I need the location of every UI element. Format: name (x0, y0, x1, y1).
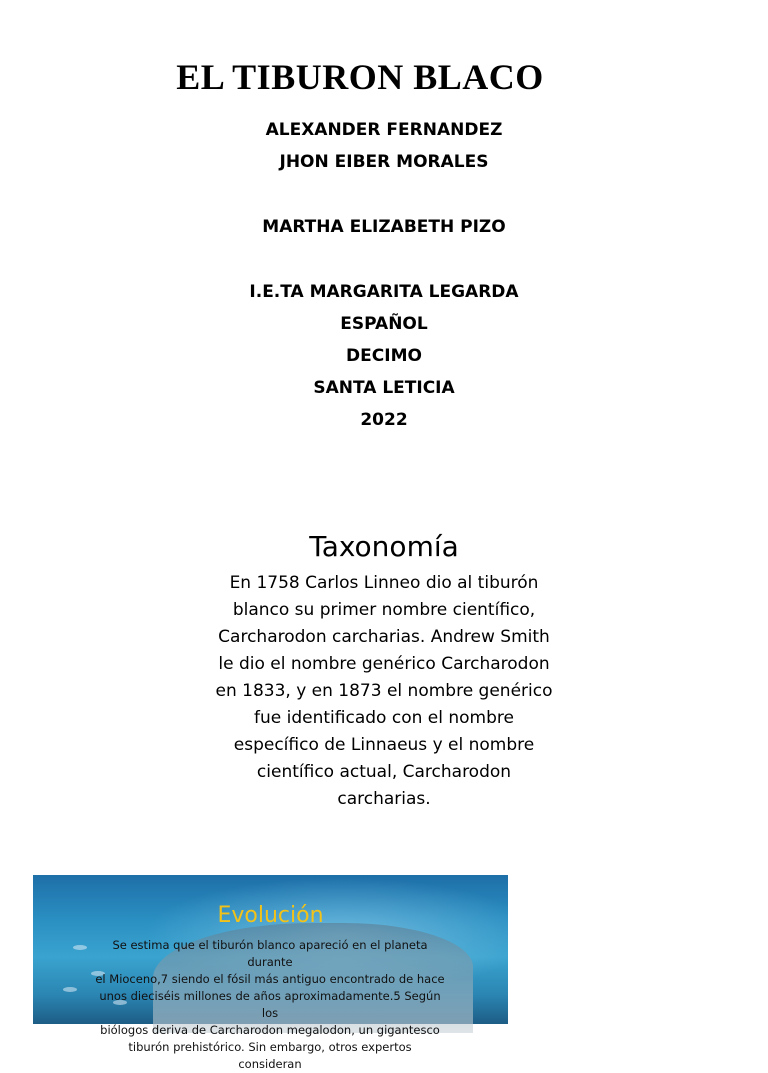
taxonomy-line: Carcharodon carcharias. Andrew Smith (218, 627, 550, 647)
evolution-line: unos dieciséis millones de años aproximadamente.5 Según los (99, 989, 441, 1020)
evolution-body (95, 937, 445, 1073)
evolution-line: tiburón prehistórico. Sin embargo, otros expertos consideran (128, 1040, 412, 1071)
evolution-panel (33, 875, 508, 1071)
institution-name: I.E.TA MARGARITA LEGARDA (249, 282, 519, 302)
grade-name: DECIMO (346, 346, 422, 366)
evolution-line: biólogos deriva de Carcharodon megalodon, un gigantesco (100, 1023, 440, 1037)
taxonomy-line: científico actual, Carcharodon (256, 762, 512, 782)
taxonomy-line: en 1833, y en 1873 el nombre genérico (215, 681, 553, 701)
taxonomy-line: específico de Linnaeus y el nombre (233, 735, 535, 755)
author-1: ALEXANDER FERNANDEZ (265, 120, 503, 140)
taxonomy-heading: Taxonomía (309, 530, 459, 563)
taxonomy-line: carcharias. (337, 789, 431, 809)
taxonomy-line: le dio el nombre genérico Carcharodon (218, 654, 550, 674)
fish-shape (73, 945, 87, 950)
taxonomy-body (205, 570, 563, 813)
fish-shape (63, 987, 77, 992)
subject-name: ESPAÑOL (340, 314, 428, 334)
taxonomy-line: En 1758 Carlos Linneo dio al tiburón (229, 573, 539, 593)
evolution-heading: Evolución (217, 903, 324, 928)
cover-title: EL TIBURON BLACO (176, 57, 544, 97)
year: 2022 (360, 410, 408, 430)
teacher-name: MARTHA ELIZABETH PIZO (262, 217, 506, 237)
taxonomy-line: fue identificado con el nombre (254, 708, 514, 728)
place-name: SANTA LETICIA (313, 378, 455, 398)
evolution-line: el Mioceno,7 siendo el fósil más antiguo encontrado de hace (95, 972, 445, 986)
evolution-line: Se estima que el tiburón blanco apareció en el planeta durante (112, 938, 428, 969)
author-2: JHON EIBER MORALES (279, 152, 489, 172)
taxonomy-line: blanco su primer nombre científico, (232, 600, 536, 620)
